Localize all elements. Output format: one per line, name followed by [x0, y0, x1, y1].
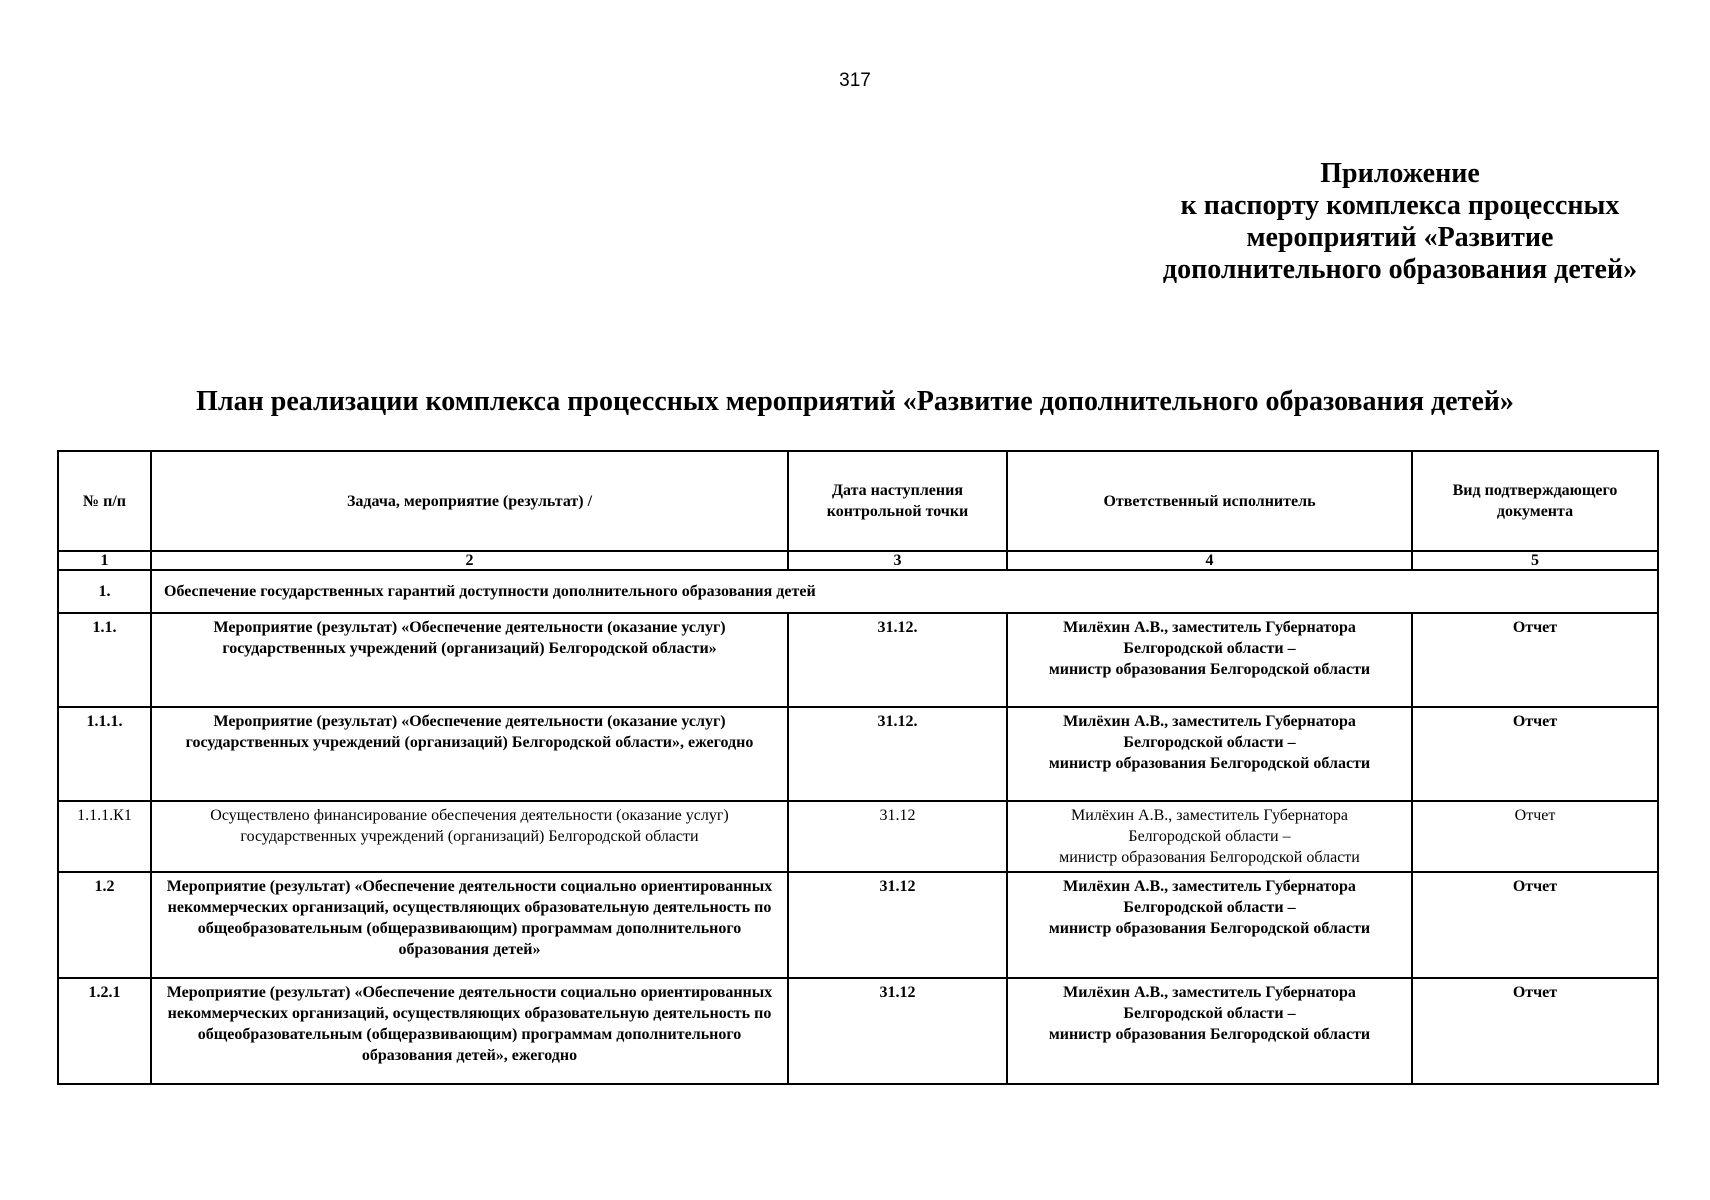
row-task: Осуществлено финансирование обеспечения деятельности (оказание услуг) государственных учреждений (организаций) Белгородской области — [151, 801, 788, 872]
row-number: 1.1.1. — [58, 707, 151, 801]
row-executor — [1007, 613, 1412, 707]
table-row — [58, 613, 1658, 707]
column-number: 2 — [151, 551, 788, 570]
plan-title: План реализации комплекса процессных мероприятий «Развитие дополнительного образования детей» — [196, 386, 1514, 417]
row-date: 31.12 — [788, 801, 1007, 872]
row-document: Отчет — [1412, 613, 1658, 707]
appendix-line: мероприятий «Развитие — [1246, 222, 1554, 253]
column-number: 4 — [1007, 551, 1412, 570]
executor-line: министр образования Белгородской области — [1048, 920, 1371, 937]
executor-line: Белгородской области – — [1123, 1005, 1296, 1022]
plan-table — [57, 450, 1659, 1085]
row-number: 1.1. — [58, 613, 151, 707]
executor-line: Белгородской области – — [1128, 828, 1291, 845]
row-number: 1.1.1.К1 — [58, 801, 151, 872]
executor-line: министр образования Белгородской области — [1048, 1026, 1371, 1043]
executor-line: министр образования Белгородской области — [1059, 849, 1360, 866]
row-executor — [1007, 801, 1412, 872]
executor-line: Милёхин А.В., заместитель Губернатора — [1063, 984, 1356, 1001]
section-row — [58, 570, 1658, 613]
executor-line: Милёхин А.В., заместитель Губернатора — [1063, 619, 1356, 636]
row-date: 31.12. — [788, 613, 1007, 707]
table-row — [58, 978, 1658, 1084]
column-number: 3 — [788, 551, 1007, 570]
appendix-line: к паспорту комплекса процессных — [1180, 190, 1620, 221]
executor-line: Белгородской области – — [1123, 734, 1296, 751]
header-task: Задача, мероприятие (результат) / — [151, 451, 788, 551]
appendix-line: дополнительного образования детей» — [1162, 254, 1638, 285]
row-document: Отчет — [1412, 801, 1658, 872]
executor-line: Милёхин А.В., заместитель Губернатора — [1063, 713, 1356, 730]
row-date: 31.12. — [788, 707, 1007, 801]
row-task: Мероприятие (результат) «Обеспечение деятельности социально ориентированных некоммерческих организаций, осуществляющих образовательную деятельность по общеобразовательным (общеразвивающим) программам дополнительного образования детей» — [151, 872, 788, 978]
executor-line: Милёхин А.В., заместитель Губернатора — [1071, 807, 1348, 824]
section-number: 1. — [58, 570, 151, 613]
header-date: Дата наступления контрольной точки — [788, 451, 1007, 551]
row-number: 1.2 — [58, 872, 151, 978]
header-number: № п/п — [58, 451, 151, 551]
row-document: Отчет — [1412, 872, 1658, 978]
row-task: Мероприятие (результат) «Обеспечение деятельности (оказание услуг) государственных учреждений (организаций) Белгородской области», ежегодно — [151, 707, 788, 801]
row-date: 31.12 — [788, 872, 1007, 978]
header-document: Вид подтверждающего документа — [1412, 451, 1658, 551]
row-document: Отчет — [1412, 978, 1658, 1084]
executor-line: Милёхин А.В., заместитель Губернатора — [1063, 878, 1356, 895]
row-document: Отчет — [1412, 707, 1658, 801]
appendix-line: Приложение — [1320, 158, 1480, 189]
row-task: Мероприятие (результат) «Обеспечение деятельности (оказание услуг) государственных учреждений (организаций) Белгородской области» — [151, 613, 788, 707]
header-row — [58, 451, 1658, 551]
row-date: 31.12 — [788, 978, 1007, 1084]
column-number: 5 — [1412, 551, 1658, 570]
table-row — [58, 801, 1658, 872]
section-title: Обеспечение государственных гарантий доступности дополнительного образования детей — [151, 570, 1658, 613]
executor-line: министр образования Белгородской области — [1048, 755, 1371, 772]
executor-line: министр образования Белгородской области — [1048, 661, 1371, 678]
header-executor: Ответственный исполнитель — [1007, 451, 1412, 551]
executor-line: Белгородской области – — [1123, 899, 1296, 916]
table-row — [58, 707, 1658, 801]
row-executor — [1007, 872, 1412, 978]
column-number-row — [58, 551, 1658, 570]
appendix-heading — [1120, 158, 1680, 286]
table-row — [58, 872, 1658, 978]
row-task: Мероприятие (результат) «Обеспечение деятельности социально ориентированных некоммерческих организаций, осуществляющих образовательную деятельность по общеобразовательным (общеразвивающим) программам дополнительного образования детей», ежегодно — [151, 978, 788, 1084]
row-executor — [1007, 978, 1412, 1084]
row-number: 1.2.1 — [58, 978, 151, 1084]
executor-line: Белгородской области – — [1123, 640, 1296, 657]
column-number: 1 — [58, 551, 151, 570]
row-executor — [1007, 707, 1412, 801]
page-number: 317 — [839, 70, 871, 91]
